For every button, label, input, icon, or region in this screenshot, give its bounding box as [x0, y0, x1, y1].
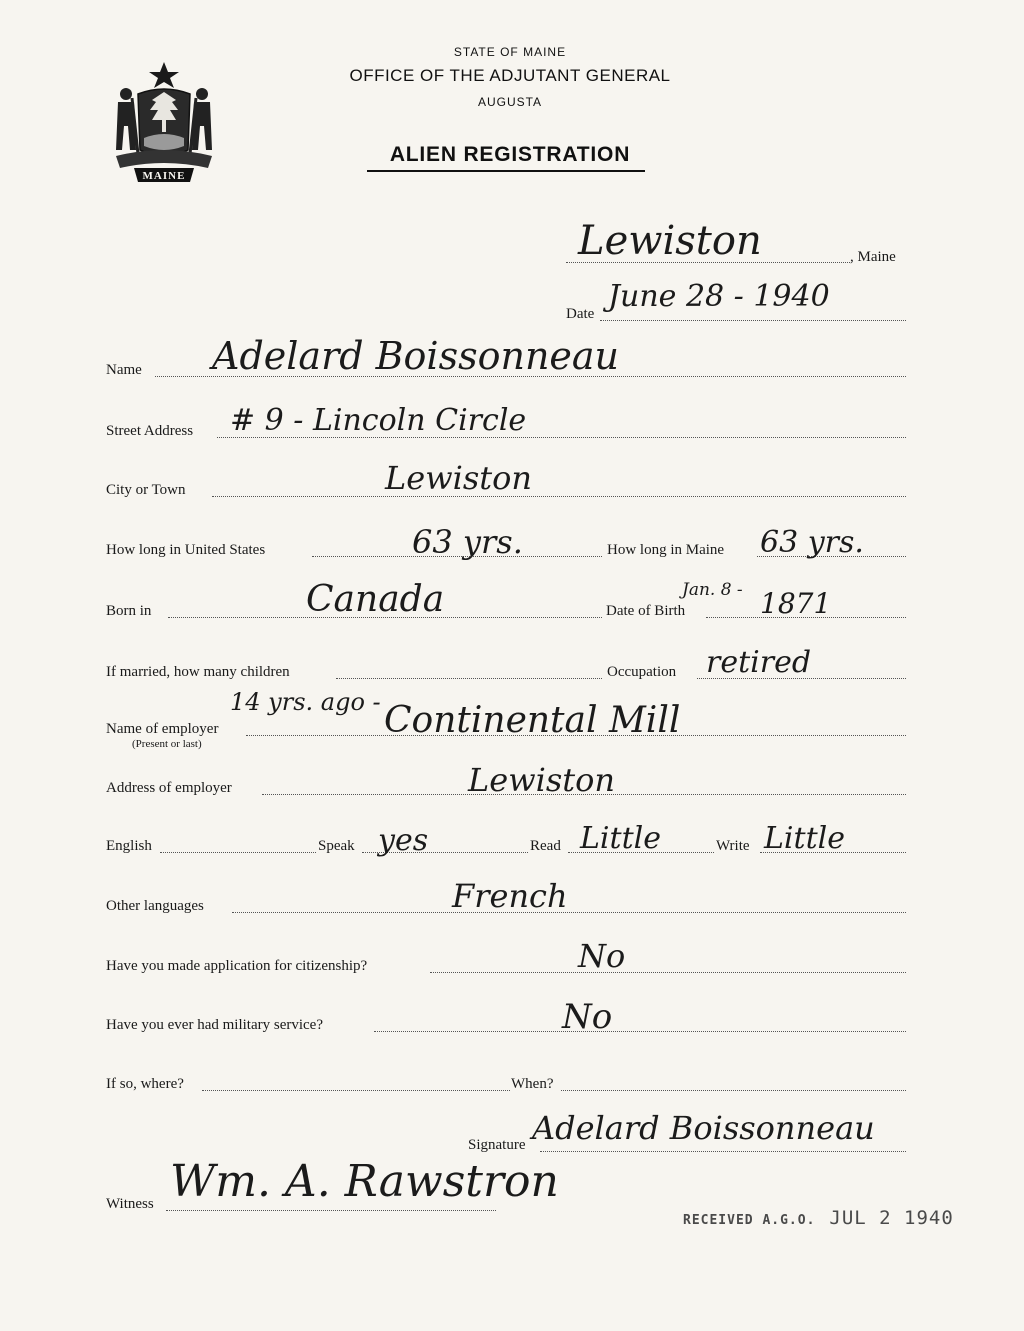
city-entry: Lewiston — [385, 459, 532, 497]
form-title: ALIEN REGISTRATION — [389, 143, 631, 166]
married-children-label: If married, how many children — [106, 664, 290, 680]
street-address-label: Street Address — [106, 423, 194, 439]
other-languages-entry: French — [452, 877, 568, 915]
witness-label: Witness — [106, 1196, 154, 1212]
header-state: STATE OF MAINE — [453, 45, 567, 59]
when-label: When? — [511, 1076, 554, 1092]
signature-label: Signature — [468, 1137, 526, 1153]
occupation-entry: retired — [706, 645, 812, 680]
read-label: Read — [530, 838, 561, 854]
header-city: AUGUSTA — [477, 95, 543, 109]
english-line — [160, 852, 316, 853]
date-entry: June 28 - 1940 — [608, 279, 830, 314]
received-stamp-date: JUL 2 1940 — [829, 1207, 954, 1229]
other-languages-label: Other languages — [106, 898, 204, 914]
write-label: Write — [716, 838, 750, 854]
how-long-us-entry: 63 yrs. — [412, 523, 523, 561]
signature-line — [540, 1151, 906, 1152]
maine-state-seal-icon — [108, 58, 220, 186]
witness-line — [166, 1210, 496, 1211]
military-label: Have you ever had military service? — [106, 1017, 323, 1033]
date-of-birth-year: 1871 — [760, 587, 832, 620]
how-long-maine-entry: 63 yrs. — [760, 525, 864, 560]
signature-entry: Adelard Boissonneau — [532, 1109, 875, 1147]
citizenship-label: Have you made application for citizenship? — [106, 958, 368, 974]
header-office: OFFICE OF THE ADJUTANT GENERAL — [349, 66, 671, 85]
how-long-us-label: How long in United States — [106, 542, 266, 558]
citizenship-entry: No — [578, 937, 626, 975]
read-entry: Little — [580, 821, 661, 856]
occupation-label: Occupation — [607, 664, 677, 680]
if-so-where-line — [202, 1090, 510, 1091]
received-stamp-text: RECEIVED A.G.O. — [683, 1213, 816, 1228]
name-label: Name — [106, 362, 142, 378]
how-long-maine-label: How long in Maine — [607, 542, 725, 558]
date-of-birth-month-day: Jan. 8 - — [682, 580, 743, 600]
speak-label: Speak — [318, 838, 355, 854]
employer-address-entry: Lewiston — [468, 761, 615, 799]
employer-name-label: Name of employer — [106, 721, 219, 737]
military-line — [374, 1031, 906, 1032]
date-label: Date — [566, 306, 595, 322]
born-in-entry: Canada — [306, 579, 445, 620]
married-children-line — [336, 678, 602, 679]
born-in-label: Born in — [106, 603, 152, 619]
seal-banner: MAINE — [142, 170, 186, 182]
citizenship-line — [430, 972, 906, 973]
name-entry: Adelard Boissonneau — [212, 334, 620, 378]
place-entry: Lewiston — [578, 218, 762, 264]
employer-name-entry: Continental Mill — [384, 700, 681, 741]
other-languages-line — [232, 912, 906, 913]
if-so-where-label: If so, where? — [106, 1076, 184, 1092]
witness-entry: Wm. A. Rawstron — [170, 1156, 559, 1207]
write-entry: Little — [764, 821, 845, 856]
received-stamp — [683, 1207, 954, 1229]
when-line — [561, 1090, 906, 1091]
english-label: English — [106, 838, 152, 854]
title-underline — [367, 170, 645, 172]
street-address-entry: # 9 - Lincoln Circle — [230, 403, 527, 438]
city-line — [212, 496, 906, 497]
employer-prefix-entry: 14 yrs. ago - — [230, 688, 381, 716]
military-entry: No — [562, 997, 613, 1037]
city-label: City or Town — [106, 482, 186, 498]
maine-suffix-label: , Maine — [850, 249, 896, 265]
date-line — [600, 320, 906, 321]
employer-name-note: (Present or last) — [132, 738, 202, 750]
speak-entry: yes — [378, 823, 429, 858]
employer-address-label: Address of employer — [106, 780, 232, 796]
date-of-birth-label: Date of Birth — [606, 603, 686, 619]
